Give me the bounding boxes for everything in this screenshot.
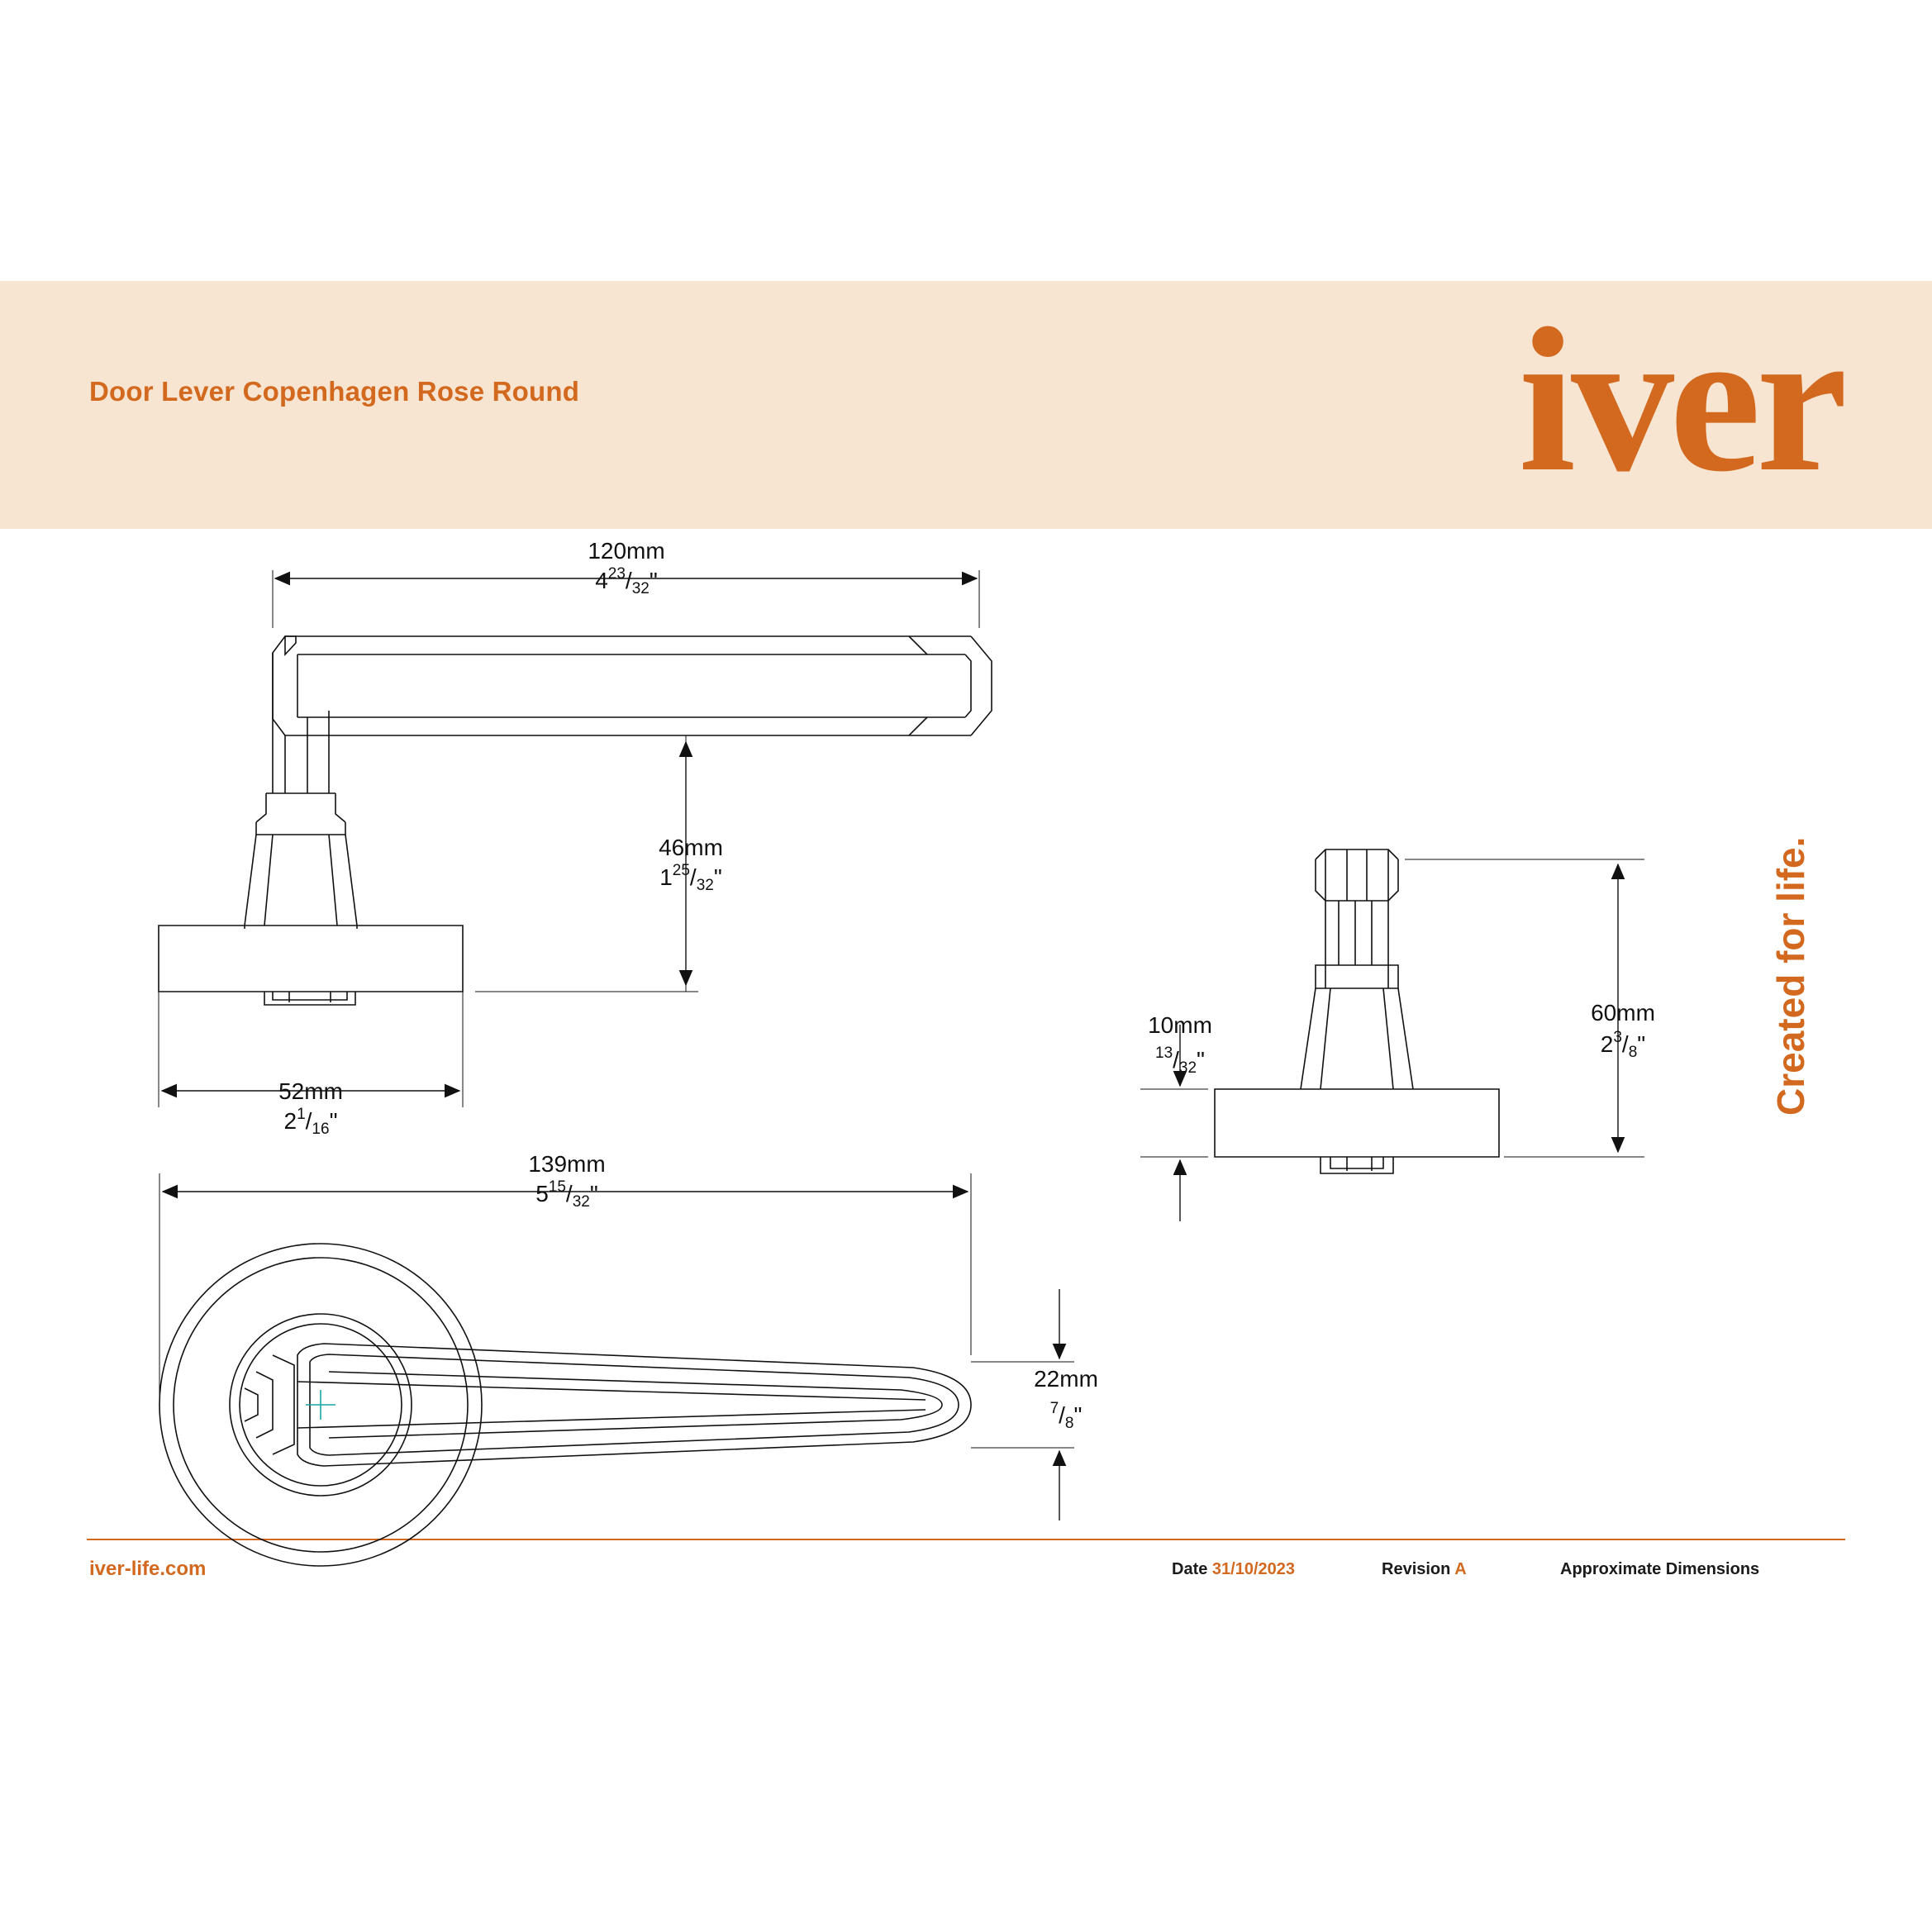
rose-thickness-inch-den: 32 bbox=[1178, 1059, 1197, 1077]
svg-text:13/32": $^{13}/_{32}$" bbox=[1154, 1045, 1206, 1077]
lever-length-inch-den: 32 bbox=[631, 580, 650, 597]
svg-text:7/8": $^7/_8$" bbox=[1049, 1400, 1083, 1432]
plan-width-inch-mark: " bbox=[1073, 1402, 1083, 1428]
date-label: Date bbox=[1172, 1560, 1208, 1578]
date-value: 31/10/2023 bbox=[1211, 1560, 1296, 1578]
label-lever-height bbox=[659, 835, 723, 894]
label-rose-diameter bbox=[278, 1078, 343, 1138]
projection-mm: 60mm bbox=[1591, 1000, 1655, 1025]
lever-length-inch-mark: " bbox=[649, 568, 658, 593]
lever-height-mm: 46mm bbox=[659, 835, 723, 860]
label-plan-width bbox=[1034, 1366, 1098, 1432]
dimension-lever-height bbox=[475, 735, 698, 992]
rose-diameter-inch-den: 16 bbox=[312, 1121, 330, 1138]
label-plan-length bbox=[528, 1151, 605, 1211]
plan-length-inch-mark: " bbox=[589, 1181, 598, 1206]
lever-height-inch-den: 32 bbox=[696, 877, 714, 894]
side-elevation-view bbox=[159, 636, 992, 1005]
plan-length-inch-whole: 5 bbox=[535, 1181, 549, 1206]
plan-length-inch-num: 15 bbox=[548, 1178, 566, 1196]
dimension-plan-length bbox=[159, 1173, 971, 1405]
tagline: Created for life. bbox=[1769, 836, 1812, 1116]
lever-length-inch-whole: 4 bbox=[595, 568, 608, 593]
svg-text:21/16": $2^1/_{16}$" bbox=[283, 1106, 338, 1138]
front-elevation-view bbox=[1215, 849, 1499, 1173]
svg-text:23/8": $2^3/_8$" bbox=[1600, 1029, 1646, 1061]
rose-diameter-mm: 52mm bbox=[278, 1078, 343, 1104]
plan-length-mm: 139mm bbox=[528, 1151, 606, 1177]
website-link[interactable]: iver-life.com bbox=[89, 1558, 207, 1580]
plan-length-inch-den: 32 bbox=[572, 1193, 590, 1211]
projection-inch-whole: 2 bbox=[1600, 1031, 1614, 1057]
rose-diameter-inch-num: 1 bbox=[297, 1106, 306, 1123]
label-lever-length bbox=[588, 538, 664, 597]
projection-inch-num: 3 bbox=[1613, 1029, 1622, 1046]
lever-length-inch-num: 23 bbox=[607, 565, 626, 583]
projection-inch-mark: " bbox=[1637, 1031, 1646, 1057]
rose-thickness-mm: 10mm bbox=[1148, 1012, 1212, 1038]
lever-height-inch-whole: 1 bbox=[659, 864, 673, 890]
svg-text:515/32": $5^{15}/_{32}$" bbox=[535, 1178, 598, 1211]
lever-length-mm: 120mm bbox=[588, 538, 665, 564]
plan-width-inch-num: 7 bbox=[1049, 1400, 1059, 1417]
lever-height-inch-num: 25 bbox=[672, 862, 690, 879]
svg-text:125/32": $1^{25}/_{32}$" bbox=[659, 862, 722, 894]
revision-label: Revision bbox=[1382, 1560, 1451, 1578]
rose-thickness-inch-num: 13 bbox=[1154, 1045, 1173, 1062]
iver-logo: iver bbox=[1518, 286, 1843, 515]
plan-width-mm: 22mm bbox=[1034, 1366, 1098, 1392]
revision-value: A bbox=[1454, 1560, 1467, 1578]
plan-width-inch-den: 8 bbox=[1064, 1415, 1074, 1432]
plan-view bbox=[159, 1244, 971, 1566]
label-projection bbox=[1591, 1000, 1655, 1061]
rose-thickness-inch-mark: " bbox=[1197, 1047, 1206, 1073]
page-title: Door Lever Copenhagen Rose Round bbox=[89, 376, 580, 407]
lever-height-inch-mark: " bbox=[713, 864, 722, 890]
svg-text:423/32": $4^{23}/_{32}$" bbox=[595, 565, 658, 597]
approximate-dimensions-note: Approximate Dimensions bbox=[1560, 1560, 1760, 1578]
rose-diameter-inch-whole: 2 bbox=[283, 1108, 297, 1134]
projection-inch-den: 8 bbox=[1628, 1044, 1638, 1061]
rose-diameter-inch-mark: " bbox=[329, 1108, 338, 1134]
